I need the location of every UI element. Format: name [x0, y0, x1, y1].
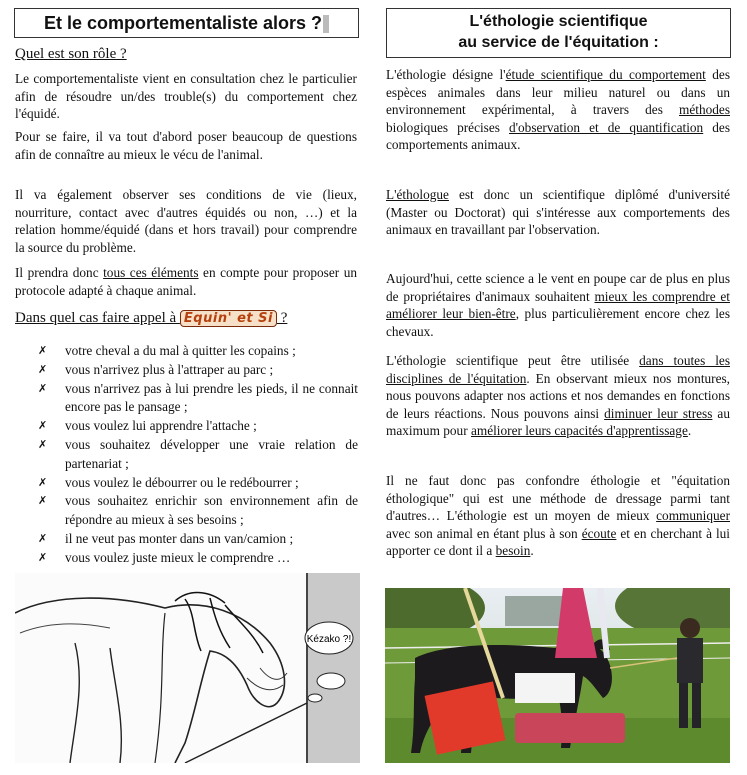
horse-sketch-drawing	[15, 573, 360, 763]
horse-photo-drawing	[385, 588, 730, 763]
cross-mark-icon: ✗	[38, 550, 48, 564]
cross-mark-icon: ✗	[38, 475, 48, 489]
list-item: ✗ vous souhaitez enrichir son environnement afin de répondre au mieux à ses besoins ;	[38, 493, 358, 528]
right-paragraph-1: L'éthologie désigne l'étude scientifique du comportement des espèces animales dans leur milieu naturel ou dans un environnement expérimental, à travers des méthodes biologiques précises d'observation et de quantification des comportements animaux.	[386, 67, 730, 152]
cross-mark-icon: ✗	[38, 437, 48, 451]
kezako-caption: Kézako ?!	[306, 634, 352, 645]
when-heading: Dans quel cas faire appel à Equin' et Si ?	[15, 310, 288, 326]
right-title: L'éthologie scientifique au service de l'équitation :	[386, 8, 731, 58]
equin-et-si-logo: Equin' et Si	[180, 310, 277, 327]
role-heading: Quel est son rôle ?	[15, 46, 127, 62]
left-paragraph-4: Il prendra donc tous ces éléments en compte pour proposer un protocole adapté à chaque animal.	[15, 265, 357, 298]
cross-mark-icon: ✗	[38, 494, 48, 508]
list-item: ✗ vous voulez le débourrer ou le redébourrer ;	[38, 474, 358, 493]
left-paragraph-2: Pour se faire, il va tout d'abord poser beaucoup de questions afin de connaître au mieux le vécu de l'animal.	[15, 129, 357, 162]
list-item: ✗ vous n'arrivez plus à l'attraper au parc ;	[38, 361, 358, 380]
list-item: ✗ vous souhaitez développer une vraie relation de partenariat ;	[38, 436, 358, 471]
list-item: ✗ il ne veut pas monter dans un van/camion ;	[38, 530, 358, 549]
cross-mark-icon: ✗	[38, 531, 48, 545]
cross-mark-icon: ✗	[38, 419, 48, 433]
list-item: ✗ vous voulez lui apprendre l'attache ;	[38, 417, 358, 436]
right-paragraph-5: Il ne faut donc pas confondre éthologie et "équitation éthologique" qui est une méthode de dressage parmi tant d'autres… L'éthologie est un moyen de mieux communiquer avec son animal en étant plus à son écoute et en cherchant à lui apporter ce dont il a besoin.	[386, 473, 730, 558]
right-paragraph-2: L'éthologue est donc un scientifique diplômé d'université (Master ou Doctorat) qui s'intéresse aux comportements des animaux en travaillant par l'observation.	[386, 187, 730, 237]
left-column	[0, 0, 372, 775]
list-item: ✗ vous n'arrivez pas à lui prendre les pieds, il ne connait encore pas le pansage ;	[38, 380, 358, 415]
list-item: ✗ vous voulez juste mieux le comprendre …	[38, 549, 358, 568]
horse-sketch	[15, 573, 360, 763]
cross-mark-icon: ✗	[38, 362, 48, 376]
right-paragraph-3: Aujourd'hui, cette science a le vent en poupe car de plus en plus de propriétaires d'animaux souhaitent mieux les comprendre et améliorer leur bien-être, plus particulièrement encore chez les chevaux.	[386, 271, 731, 339]
cross-mark-icon: ✗	[38, 381, 48, 395]
left-paragraph-1: Le comportementaliste vient en consultation chez le particulier afin de résoudre un/des trouble(s) du comportement chez l'équidé.	[15, 71, 357, 121]
horse-photo	[385, 588, 730, 763]
reasons-list	[38, 342, 358, 568]
right-paragraph-4: L'éthologie scientifique peut être utilisée dans toutes les disciplines de l'équitation. En observant mieux nos montures, nous pouvons adapter nos actions et nos demandes en fonctions de leurs réactions. Nous pouvons ainsi diminuer leur stress au maximum pour améliorer leurs capacités d'apprentissage.	[386, 353, 730, 438]
list-item: ✗ votre cheval a du mal à quitter les copains ;	[38, 342, 358, 361]
left-title: Et le comportementaliste alors ?	[14, 8, 359, 38]
cross-mark-icon: ✗	[38, 344, 48, 357]
left-paragraph-3: Il va également observer ses conditions de vie (lieux, nourriture, contact avec d'autres équidés ou non, …) et la relation homme/équidé (dans et hors travail) pour comprendre la source du problème.	[15, 187, 357, 255]
